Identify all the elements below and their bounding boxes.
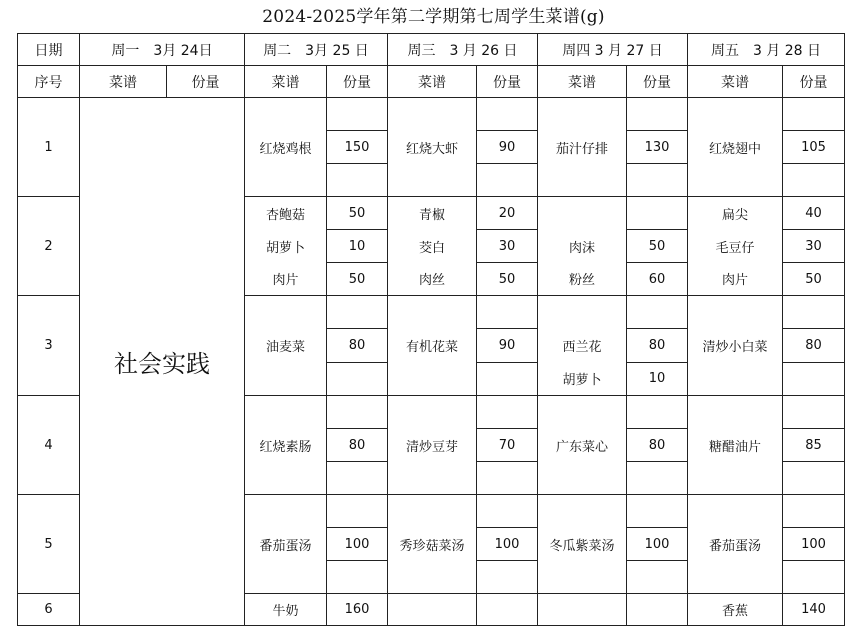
dish-quantity [327,396,388,429]
dish-header: 菜谱 [80,66,167,98]
dish-quantity [477,296,538,329]
dish-header: 菜谱 [688,66,783,98]
dish-name: 肉片 [245,263,327,296]
dish-quantity [477,594,538,626]
dish-quantity: 50 [327,263,388,296]
dish-name: 茭白 [388,230,477,263]
dish-name: 茄汁仔排 [538,98,627,197]
dish-quantity [327,462,388,495]
dish-quantity [477,164,538,197]
dish-name-stack [538,296,626,395]
dish-quantity [327,98,388,131]
quantity-header: 份量 [327,66,388,98]
serial-number: 3 [18,296,80,396]
serial-number: 2 [18,197,80,296]
dish-quantity: 80 [783,329,845,362]
dish-quantity: 50 [627,230,688,263]
dish-name: 青椒 [388,197,477,230]
dish-quantity: 90 [477,131,538,164]
dish-quantity: 10 [627,362,688,395]
dish-name: 牛奶 [245,594,327,626]
menu-table [17,33,845,626]
dish-quantity [783,561,845,594]
dish-quantity: 150 [327,131,388,164]
dish-quantity: 80 [627,329,688,362]
dish-name: 肉丝 [388,263,477,296]
day-header-row [18,34,845,66]
dish-quantity: 20 [477,197,538,230]
quantity-header: 份量 [167,66,245,98]
dish-quantity: 100 [327,528,388,561]
dish-quantity [783,362,845,395]
serial-number: 1 [18,98,80,197]
dish-quantity: 100 [627,528,688,561]
dish-name: 红烧大虾 [388,98,477,197]
dish-quantity: 85 [783,429,845,462]
dish-quantity [783,164,845,197]
dish-name [538,296,627,396]
dish-quantity: 30 [477,230,538,263]
dish-name-line: 胡萝卜 [562,373,602,388]
dish-quantity: 30 [783,230,845,263]
dish-quantity [327,164,388,197]
dish-name: 糖醋油片 [688,396,783,495]
dish-quantity [627,164,688,197]
dish-name [388,594,477,626]
dish-quantity: 40 [783,197,845,230]
dish-quantity: 130 [627,131,688,164]
dish-name: 肉沫 [538,230,627,263]
dish-name: 杏鲍菇 [245,197,327,230]
dish-quantity [477,462,538,495]
serial-number: 6 [18,594,80,626]
dish-name: 秀珍菇菜汤 [388,495,477,594]
dish-name: 有机花菜 [388,296,477,396]
dish-quantity [627,396,688,429]
dish-name: 红烧翅中 [688,98,783,197]
dish-name: 红烧素肠 [245,396,327,495]
serial-label: 序号 [18,66,80,98]
dish-quantity: 50 [783,263,845,296]
quantity-header: 份量 [477,66,538,98]
dish-quantity [627,296,688,329]
dish-header: 菜谱 [245,66,327,98]
dish-name: 广东菜心 [538,396,627,495]
dish-quantity [327,495,388,528]
date-label: 日期 [18,34,80,66]
dish-quantity: 50 [477,263,538,296]
serial-number: 5 [18,495,80,594]
dish-quantity [783,462,845,495]
serial-number: 4 [18,396,80,495]
dish-quantity [783,396,845,429]
day-header-mon: 周一 3月 24日 [80,34,245,66]
dish-name: 红烧鸡根 [245,98,327,197]
dish-name-line: 西兰花 [562,340,602,355]
dish-quantity: 100 [783,528,845,561]
dish-name-line [538,296,626,329]
day-header-wed: 周三 3 月 26 日 [388,34,538,66]
dish-name: 毛豆仔 [688,230,783,263]
dish-quantity: 105 [783,131,845,164]
dish-quantity [627,462,688,495]
table-row [18,98,845,131]
dish-quantity: 10 [327,230,388,263]
dish-quantity [327,362,388,395]
dish-header: 菜谱 [538,66,627,98]
dish-quantity [783,98,845,131]
dish-name [538,197,627,230]
dish-quantity [477,396,538,429]
dish-quantity: 80 [327,329,388,362]
dish-quantity [477,98,538,131]
dish-quantity [783,296,845,329]
dish-name: 清炒小白菜 [688,296,783,396]
dish-quantity [627,98,688,131]
dish-name: 番茄蛋汤 [688,495,783,594]
dish-name: 油麦菜 [245,296,327,396]
dish-quantity: 90 [477,329,538,362]
quantity-header: 份量 [783,66,845,98]
dish-quantity: 140 [783,594,845,626]
dish-quantity [477,561,538,594]
dish-name: 清炒豆芽 [388,396,477,495]
dish-quantity [627,495,688,528]
dish-name: 香蕉 [688,594,783,626]
dish-quantity [477,495,538,528]
dish-name: 番茄蛋汤 [245,495,327,594]
dish-name [538,594,627,626]
page-title: 2024-2025学年第二学期第七周学生菜谱(g) [262,7,605,27]
dish-quantity: 80 [627,429,688,462]
dish-quantity: 60 [627,263,688,296]
dish-quantity [477,362,538,395]
dish-name: 冬瓜紫菜汤 [538,495,627,594]
dish-quantity [627,197,688,230]
dish-quantity: 50 [327,197,388,230]
dish-header: 菜谱 [388,66,477,98]
dish-name: 肉片 [688,263,783,296]
dish-quantity: 100 [477,528,538,561]
dish-quantity: 70 [477,429,538,462]
column-header-row [18,66,845,98]
dish-name: 扁尖 [688,197,783,230]
day-header-thu: 周四 3 月 27 日 [538,34,688,66]
day-header-fri: 周五 3 月 28 日 [688,34,845,66]
dish-quantity [783,495,845,528]
dish-quantity [327,296,388,329]
dish-quantity [627,594,688,626]
monday-activity-note: 社会实践 [80,98,245,626]
dish-quantity [327,561,388,594]
quantity-header: 份量 [627,66,688,98]
dish-name: 粉丝 [538,263,627,296]
day-header-tue: 周二 3月 25 日 [245,34,388,66]
dish-quantity: 160 [327,594,388,626]
dish-quantity: 80 [327,429,388,462]
dish-name: 胡萝卜 [245,230,327,263]
dish-quantity [627,561,688,594]
